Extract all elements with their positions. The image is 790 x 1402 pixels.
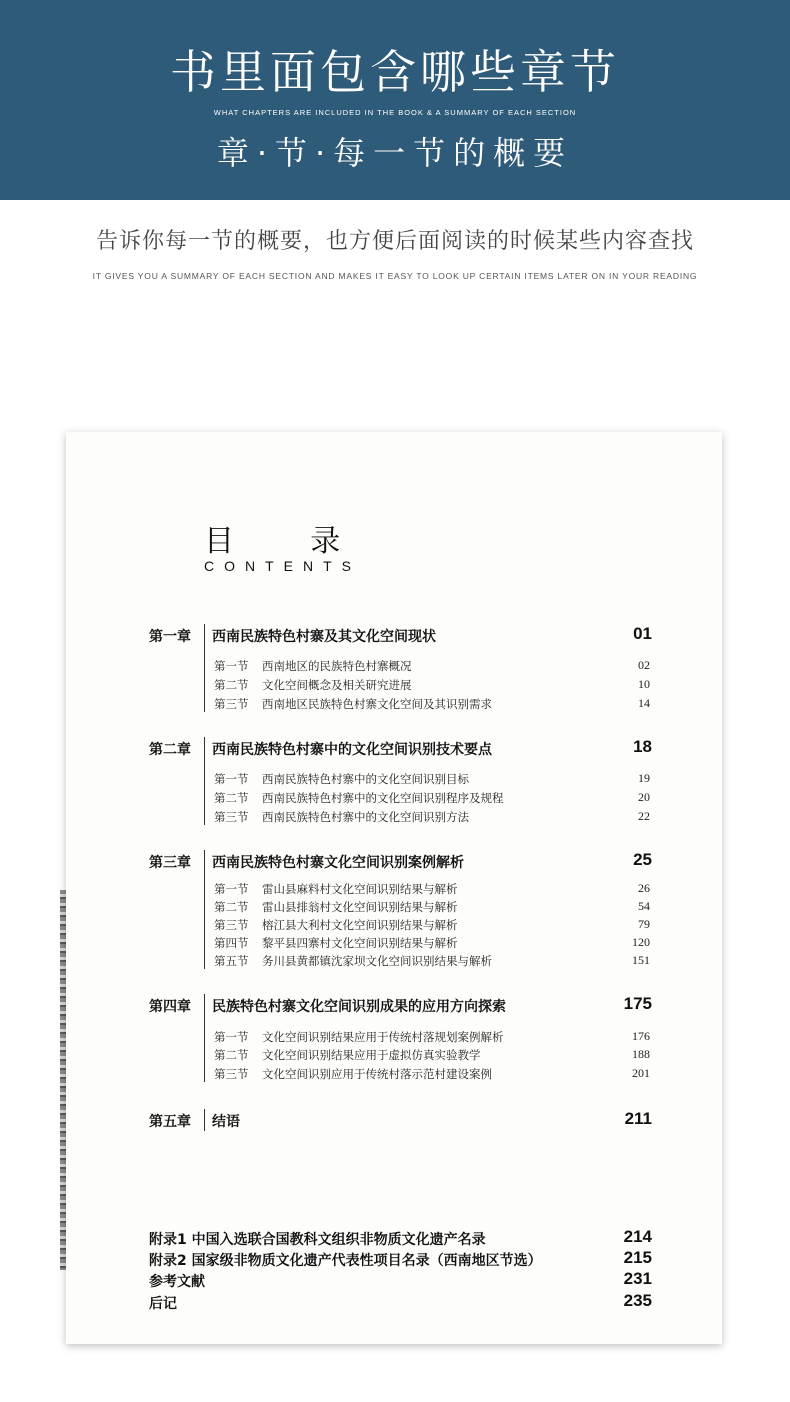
chapter-title: 结语 xyxy=(212,1114,240,1130)
section-entry xyxy=(214,953,654,969)
section-number: 第二节 xyxy=(214,900,249,914)
chapter-page-number: 25 xyxy=(633,850,652,869)
section-page-number: 19 xyxy=(638,771,650,785)
section-entry xyxy=(214,677,654,693)
section-page-number: 26 xyxy=(638,881,650,895)
chapter-page-number: 175 xyxy=(623,994,652,1013)
section-number: 第三节 xyxy=(214,697,249,711)
chapter-label: 第三章 xyxy=(149,855,191,871)
section-page-number: 188 xyxy=(632,1047,650,1061)
section-number: 第一节 xyxy=(214,659,249,673)
section-title: 西南地区民族特色村寨文化空间及其识别需求 xyxy=(262,697,492,711)
section-number: 第五节 xyxy=(214,954,249,968)
appendix-title: 附录1 中国入选联合国教科文组织非物质文化遗产名录 xyxy=(149,1232,486,1248)
section-title: 文化空间识别结果应用于传统村落规划案例解析 xyxy=(262,1030,504,1044)
section-number: 第三节 xyxy=(214,1067,249,1081)
section-entry xyxy=(214,696,654,712)
section-page-number: 54 xyxy=(638,899,650,913)
appendix-page-number: 214 xyxy=(623,1227,652,1246)
chapter-label: 第四章 xyxy=(149,999,191,1015)
appendix-page-number: 215 xyxy=(623,1248,652,1267)
chapter-divider xyxy=(204,1109,205,1131)
section-number: 第一节 xyxy=(214,1030,249,1044)
section-entry xyxy=(214,809,654,825)
section-entry xyxy=(214,1029,654,1045)
section-number: 第三节 xyxy=(214,810,249,824)
section-number: 第二节 xyxy=(214,791,249,805)
header-banner xyxy=(0,0,790,200)
chapter-divider xyxy=(204,850,205,969)
section-title: 西南民族特色村寨中的文化空间识别方法 xyxy=(262,810,469,824)
section-number: 第二节 xyxy=(214,678,249,692)
section-title: 黎平县四寨村文化空间识别结果与解析 xyxy=(262,936,458,950)
section-page-number: 201 xyxy=(632,1066,650,1080)
chapter-label: 第一章 xyxy=(149,629,191,645)
section-number: 第四节 xyxy=(214,936,249,950)
chapter-page-number: 18 xyxy=(633,737,652,756)
toc-title: 目 录 xyxy=(204,524,341,559)
section-number: 第三节 xyxy=(214,918,249,932)
chapter-title: 民族特色村寨文化空间识别成果的应用方向探索 xyxy=(212,999,506,1015)
section-entry xyxy=(214,658,654,674)
appendix-page-number: 235 xyxy=(623,1291,652,1310)
section-entry xyxy=(214,1047,654,1063)
book-contents-page xyxy=(66,432,722,1344)
section-page-number: 20 xyxy=(638,790,650,804)
section-title: 西南民族特色村寨中的文化空间识别程序及规程 xyxy=(262,791,504,805)
section-entry xyxy=(214,771,654,787)
section-title: 文化空间识别结果应用于虚拟仿真实验教学 xyxy=(262,1048,481,1062)
chapter-divider xyxy=(204,737,205,825)
chapter-title: 西南民族特色村寨中的文化空间识别技术要点 xyxy=(212,742,492,758)
chapter-title: 西南民族特色村寨及其文化空间现状 xyxy=(212,629,436,645)
section-entry xyxy=(214,899,654,915)
section-title: 务川县黄都镇沈家坝文化空间识别结果与解析 xyxy=(262,954,492,968)
chapter-label: 第二章 xyxy=(149,742,191,758)
section-number: 第一节 xyxy=(214,882,249,896)
intro-text: 告诉你每一节的概要，也方便后面阅读的时候某些内容查找 xyxy=(95,229,694,254)
section-number: 第二节 xyxy=(214,1048,249,1062)
section-title: 雷山县排翁村文化空间识别结果与解析 xyxy=(262,900,458,914)
intro-text-en: IT GIVES YOU A SUMMARY OF EACH SECTION AND MAKES IT EASY TO LOOK UP CERTAIN ITEMS LATER ON IN YOUR READING xyxy=(92,271,698,281)
section-title: 西南民族特色村寨中的文化空间识别目标 xyxy=(262,772,469,786)
appendix-title: 参考文献 xyxy=(149,1274,205,1290)
section-page-number: 02 xyxy=(638,658,650,672)
section-title: 西南地区的民族特色村寨概况 xyxy=(262,659,412,673)
section-page-number: 14 xyxy=(638,696,650,710)
section-page-number: 151 xyxy=(632,953,650,967)
chapter-divider xyxy=(204,994,205,1082)
section-page-number: 120 xyxy=(632,935,650,949)
appendix-title: 后记 xyxy=(149,1296,177,1312)
section-entry xyxy=(214,935,654,951)
toc-title-en: CONTENTS xyxy=(204,558,361,574)
section-entry xyxy=(214,881,654,897)
section-title: 榕江县大利村文化空间识别结果与解析 xyxy=(262,918,458,932)
appendix-page-number: 231 xyxy=(623,1269,652,1288)
chapter-label: 第五章 xyxy=(149,1114,191,1130)
chapter-page-number: 01 xyxy=(633,624,652,643)
chapter-divider xyxy=(204,624,205,712)
section-page-number: 79 xyxy=(638,917,650,931)
chapter-page-number: 211 xyxy=(624,1109,652,1128)
section-title: 文化空间概念及相关研究进展 xyxy=(262,678,412,692)
section-entry xyxy=(214,917,654,933)
section-page-number: 176 xyxy=(632,1029,650,1043)
appendix-title: 附录2 国家级非物质文化遗产代表性项目名录（西南地区节选） xyxy=(149,1253,542,1269)
section-entry xyxy=(214,1066,654,1082)
chapter-title: 西南民族特色村寨文化空间识别案例解析 xyxy=(212,855,464,871)
section-entry xyxy=(214,790,654,806)
section-title: 文化空间识别应用于传统村落示范村建设案例 xyxy=(262,1067,492,1081)
section-number: 第一节 xyxy=(214,772,249,786)
banner-subtitle-en: WHAT CHAPTERS ARE INCLUDED IN THE BOOK & A SUMMARY OF EACH SECTION xyxy=(213,108,577,117)
section-page-number: 10 xyxy=(638,677,650,691)
section-page-number: 22 xyxy=(638,809,650,823)
section-title: 雷山县麻料村文化空间识别结果与解析 xyxy=(262,882,458,896)
banner-title: 书里面包含哪些章节 xyxy=(170,45,620,99)
banner-subtitle: 章·节·每一节的概要 xyxy=(216,134,574,172)
